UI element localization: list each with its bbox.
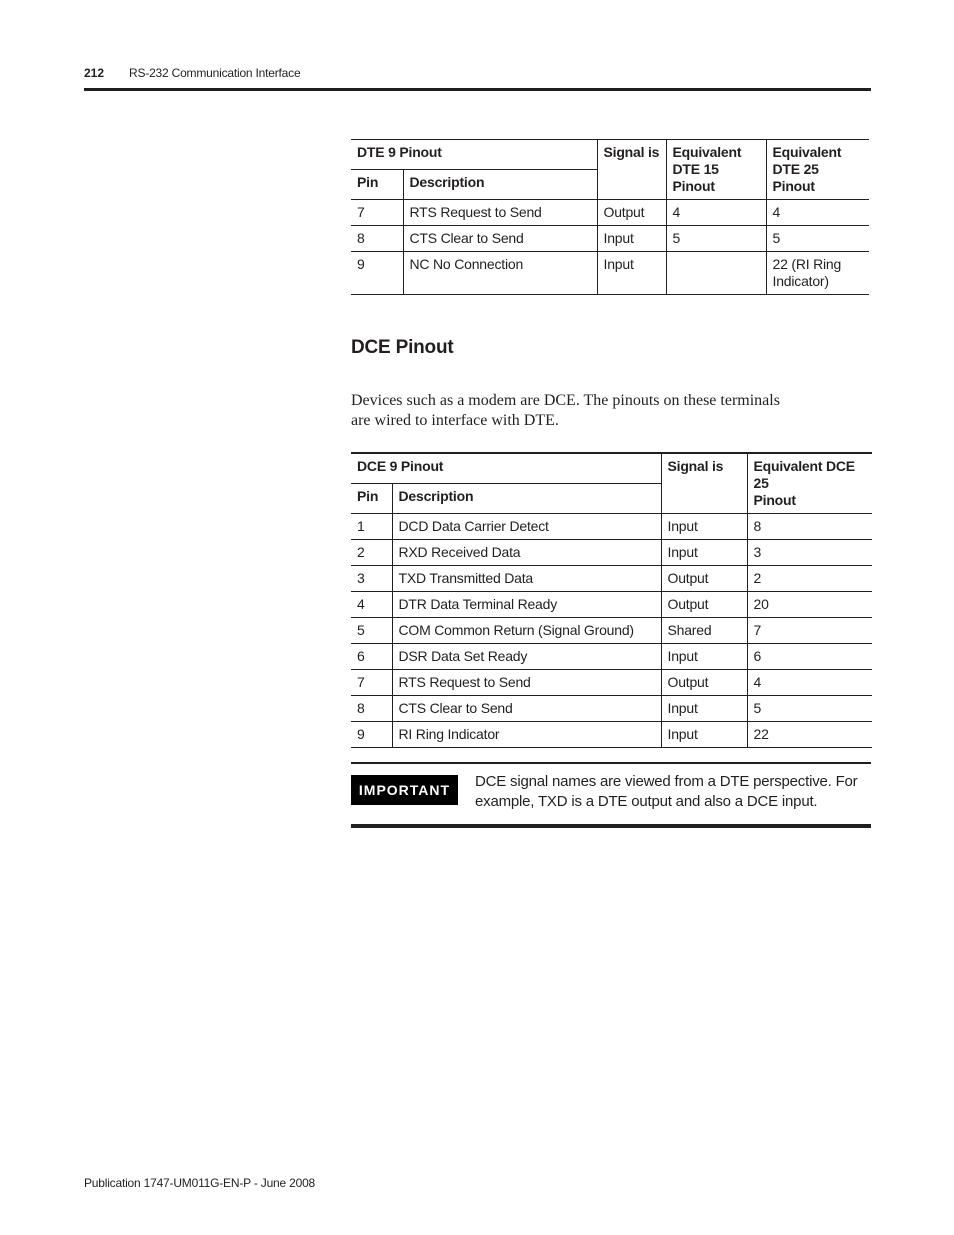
table-row xyxy=(351,200,869,226)
publication-footer: Publication 1747-UM011G-EN-P - June 2008 xyxy=(84,1176,316,1190)
pin-cell: 5 xyxy=(351,618,392,644)
dce-pinout-table xyxy=(351,452,872,748)
signal-cell: Output xyxy=(661,566,747,592)
eq25-cell: 4 xyxy=(747,670,872,696)
pin-cell: 8 xyxy=(351,696,392,722)
pin-cell: 4 xyxy=(351,592,392,618)
desc-cell: RTS Request to Send xyxy=(403,200,597,226)
header-rule xyxy=(84,88,871,91)
signal-cell: Input xyxy=(661,696,747,722)
eq25-cell: 22 xyxy=(747,722,872,748)
table-row xyxy=(351,670,872,696)
desc-cell: CTS Clear to Send xyxy=(392,696,661,722)
pin-cell: 3 xyxy=(351,566,392,592)
signal-cell: Output xyxy=(661,670,747,696)
dce-desc-header: Description xyxy=(392,484,661,514)
eq25-cell: 6 xyxy=(747,644,872,670)
desc-cell: RI Ring Indicator xyxy=(392,722,661,748)
signal-cell: Input xyxy=(661,644,747,670)
table-row xyxy=(351,540,872,566)
desc-cell: DTR Data Terminal Ready xyxy=(392,592,661,618)
important-text: DCE signal names are viewed from a DTE perspective. For example, TXD is a DTE output and also a DCE input. xyxy=(475,773,858,810)
dce-signal-header: Signal is xyxy=(661,453,747,514)
dce-eq25-header: Equivalent DCE 25 Pinout xyxy=(747,453,872,514)
eq15-cell xyxy=(666,252,766,295)
dce-intro-paragraph: Devices such as a modem are DCE. The pinouts on these terminals are wired to interface with DTE. xyxy=(351,392,780,429)
dte-eq15-header: Equivalent DTE 15 Pinout xyxy=(666,140,766,200)
eq25-cell: 7 xyxy=(747,618,872,644)
desc-cell: TXD Transmitted Data xyxy=(392,566,661,592)
dce-group-header: DCE 9 Pinout xyxy=(351,453,661,484)
signal-cell: Input xyxy=(597,252,666,295)
dce-pin-header: Pin xyxy=(351,484,392,514)
eq25-cell: 8 xyxy=(747,514,872,540)
signal-cell: Input xyxy=(661,514,747,540)
running-title: RS-232 Communication Interface xyxy=(129,66,301,80)
eq15-cell: 5 xyxy=(666,226,766,252)
pin-cell: 7 xyxy=(351,200,403,226)
signal-cell: Input xyxy=(597,226,666,252)
eq15-cell: 4 xyxy=(666,200,766,226)
dte-signal-header: Signal is xyxy=(597,140,666,200)
pin-cell: 7 xyxy=(351,670,392,696)
signal-cell: Output xyxy=(661,592,747,618)
signal-cell: Output xyxy=(597,200,666,226)
desc-cell: DCD Data Carrier Detect xyxy=(392,514,661,540)
desc-cell: RTS Request to Send xyxy=(392,670,661,696)
page-number: 212 xyxy=(84,66,105,80)
signal-cell: Input xyxy=(661,540,747,566)
eq25-cell: 2 xyxy=(747,566,872,592)
table-row xyxy=(351,592,872,618)
table-row xyxy=(351,226,869,252)
pin-cell: 8 xyxy=(351,226,403,252)
eq25-cell: 5 xyxy=(766,226,869,252)
dte-desc-header: Description xyxy=(403,170,597,200)
important-note xyxy=(351,762,871,828)
table-row xyxy=(351,566,872,592)
pin-cell: 6 xyxy=(351,644,392,670)
dte-eq25-header: Equivalent DTE 25 Pinout xyxy=(766,140,869,200)
pin-cell: 9 xyxy=(351,722,392,748)
pin-cell: 2 xyxy=(351,540,392,566)
eq25-cell: 5 xyxy=(747,696,872,722)
table-row xyxy=(351,252,869,295)
dce-pinout-heading: DCE Pinout xyxy=(351,337,454,358)
important-label: IMPORTANT xyxy=(351,775,458,805)
desc-cell: COM Common Return (Signal Ground) xyxy=(392,618,661,644)
signal-cell: Input xyxy=(661,722,747,748)
important-top-rule xyxy=(351,762,871,764)
signal-cell: Shared xyxy=(661,618,747,644)
dte-pin-header: Pin xyxy=(351,170,403,200)
eq25-cell: 4 xyxy=(766,200,869,226)
pin-cell: 1 xyxy=(351,514,392,540)
table-row xyxy=(351,696,872,722)
eq25-cell: 3 xyxy=(747,540,872,566)
table-row xyxy=(351,644,872,670)
eq25-cell: 22 (RI Ring Indicator) xyxy=(766,252,869,295)
desc-cell: CTS Clear to Send xyxy=(403,226,597,252)
table-row xyxy=(351,722,872,748)
desc-cell: NC No Connection xyxy=(403,252,597,295)
eq25-cell: 20 xyxy=(747,592,872,618)
table-row xyxy=(351,514,872,540)
dte-pinout-table xyxy=(351,139,869,295)
desc-cell: RXD Received Data xyxy=(392,540,661,566)
desc-cell: DSR Data Set Ready xyxy=(392,644,661,670)
table-row xyxy=(351,618,872,644)
dte-group-header: DTE 9 Pinout xyxy=(351,140,597,170)
pin-cell: 9 xyxy=(351,252,403,295)
important-bottom-rule xyxy=(351,824,871,828)
